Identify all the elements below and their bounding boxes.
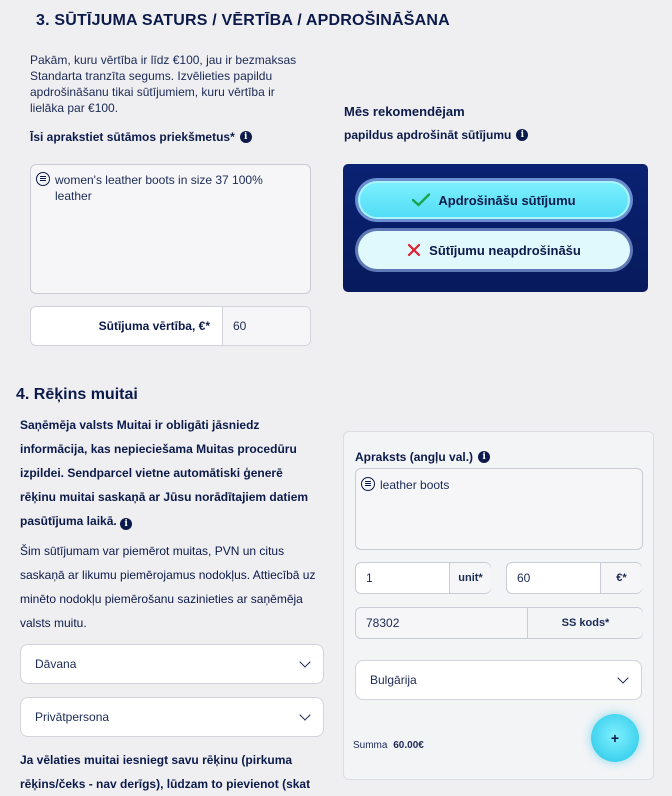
add-item-button[interactable]: +	[591, 714, 639, 762]
items-description-value: women's leather boots in size 37 100% leather	[55, 173, 263, 203]
item-description-en-value: leather boots	[380, 478, 450, 492]
chevron-down-icon	[299, 709, 310, 720]
info-icon[interactable]: i	[516, 129, 528, 141]
close-icon	[407, 243, 421, 257]
list-icon	[36, 172, 50, 186]
quantity-input[interactable]: 1	[366, 571, 373, 585]
own-invoice-text: Ja vēlaties muitai iesniegt savu rēķinu (pirkuma rēķins/čeks - nav derīgs), lūdzam to pievienot (skat	[20, 753, 311, 791]
section4-title: 4. Rēķins muitai	[16, 386, 138, 403]
recipient-type-select[interactable]: Privātpersona	[20, 697, 324, 737]
section3-title: 3. SŪTĪJUMA SATURS / VĒRTĪBA / APDROŠINĀŠANA	[36, 12, 450, 29]
shipment-type-select[interactable]: Dāvana	[20, 644, 324, 684]
customs-tax-text: Šim sūtījumam var piemērot muitas, PVN un citus saskaņā ar likumu piemērojamus nodokļus. Attiecībā uz minēto nodokļu piemērošanu sazinieties ar saņēmēja valsts muitu.	[20, 544, 316, 630]
price-input[interactable]: 60	[517, 571, 531, 585]
insure-button[interactable]: Apdrošināšu sūtījumu	[358, 181, 630, 219]
chevron-down-icon	[299, 656, 310, 667]
recommend-subtitle: papildus apdrošināt sūtījumu i	[344, 128, 528, 142]
shipment-value-input[interactable]: 60	[222, 307, 310, 345]
describe-items-label: Īsi aprakstiet sūtāmos priekšmetus* i	[30, 130, 252, 144]
list-icon	[361, 477, 375, 491]
info-icon[interactable]: i	[120, 518, 132, 530]
item-description-en-textarea[interactable]	[355, 468, 643, 550]
hs-code-label: SS kods*	[527, 608, 643, 638]
items-description-textarea[interactable]	[30, 164, 311, 294]
insurance-intro-text: Pakām, kuru vērtība ir līdz €100, jau ir bezmaksas Standarta tranzīta segums. Izvēlieties papildu apdrošināšanu tikai sūtījumiem, kuru vērtība ir lielāka par €100.	[30, 53, 297, 115]
sum-row: Summa 60.00€	[353, 740, 424, 751]
description-en-label: Apraksts (angļu val.) i	[355, 450, 490, 464]
info-icon[interactable]: i	[478, 451, 490, 463]
info-icon[interactable]: i	[240, 131, 252, 143]
quantity-field	[355, 562, 491, 594]
shipment-value-field	[30, 306, 311, 346]
quantity-unit-label: unit*	[449, 563, 491, 593]
customs-info-text: Saņēmēja valsts Muitai ir obligāti jāsniedz informācija, kas nepieciešama Muitas procedūru izpildei. Sendparcel vietne automātiski ģenerē rēķinu muitai saskaņā ar Jūsu norādītajiem datiem pasūtījuma laikā. i	[20, 418, 309, 529]
shipment-value-label: Sūtījuma vērtība, €*	[98, 319, 210, 333]
hs-code-input[interactable]: 78302	[366, 616, 400, 630]
sum-value: 60.00€	[393, 740, 424, 751]
recommend-title: Mēs rekomendējam	[344, 104, 465, 119]
hs-code-field	[355, 607, 643, 639]
chevron-down-icon	[617, 672, 628, 683]
origin-country-select[interactable]: Bulgārija	[355, 660, 642, 700]
price-currency-label: €*	[600, 563, 642, 593]
check-icon	[412, 193, 430, 207]
no-insurance-button[interactable]: Sūtījumu neapdrošināšu	[358, 231, 630, 269]
price-field	[506, 562, 642, 594]
insurance-panel	[343, 164, 648, 292]
